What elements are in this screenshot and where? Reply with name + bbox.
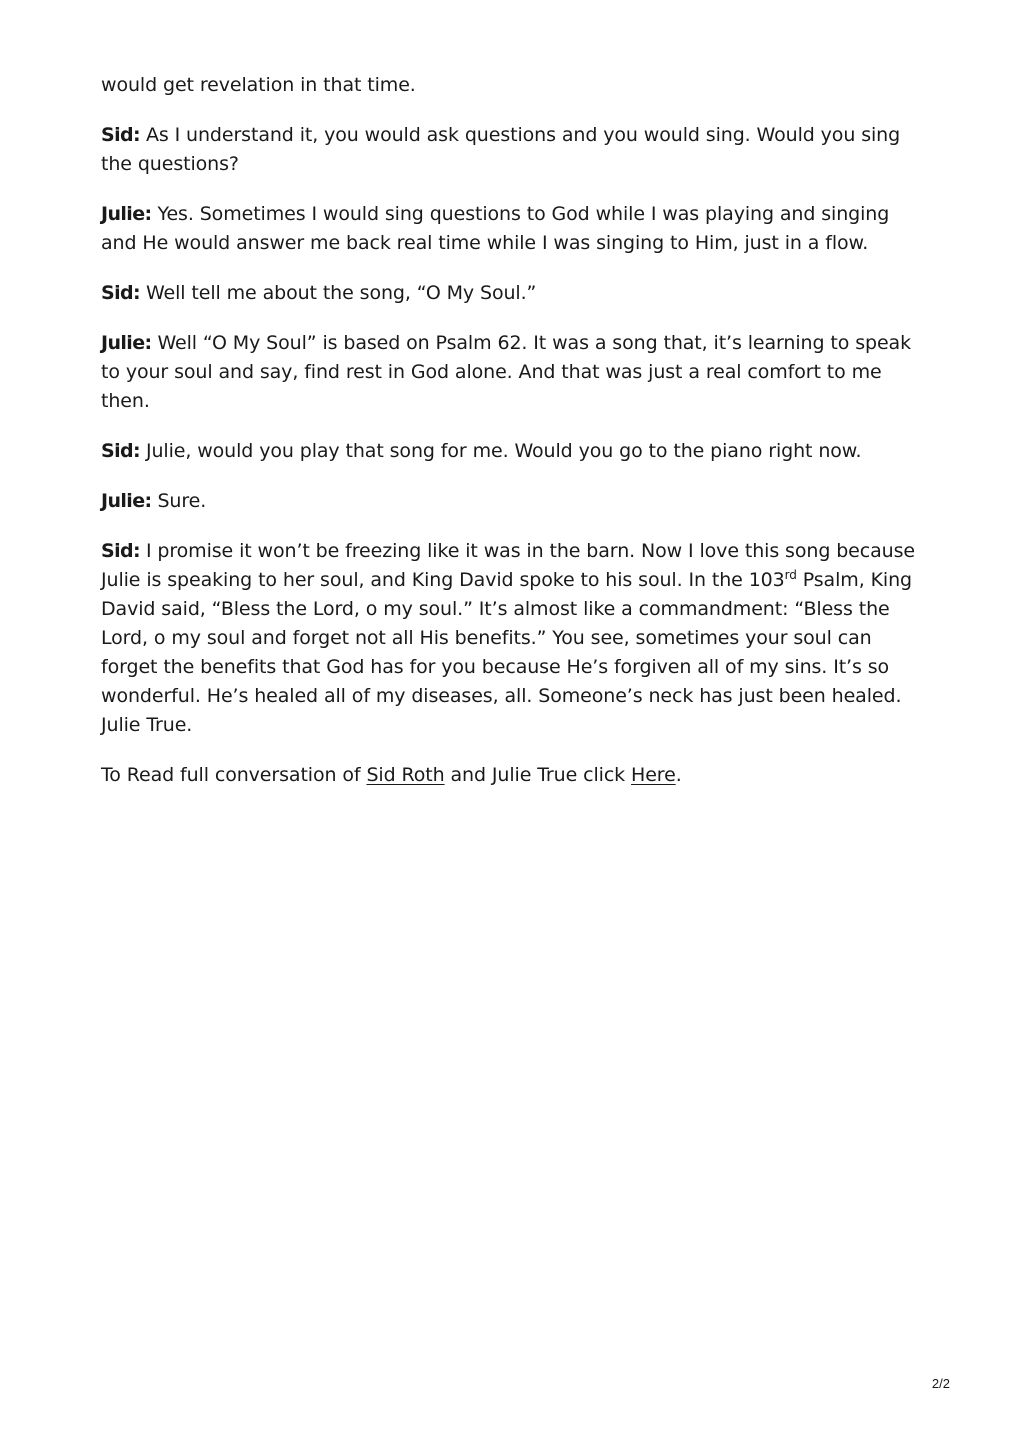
dialogue-paragraph — [101, 200, 923, 258]
read-more-suffix: . — [675, 764, 682, 786]
here-link[interactable]: Here — [631, 764, 676, 786]
dialogue-paragraph — [101, 121, 923, 179]
dialogue-text-before: I promise it won’t be freezing like it was in the barn. Now I love this song because Julie is speaking to her soul, and King David spoke to his soul. In the 103 — [101, 540, 915, 591]
speaker-label: Sid: — [101, 282, 140, 304]
dialogue-text: As I understand it, you would ask questions and you would sing. Would you sing the questions? — [101, 124, 901, 175]
dialogue-paragraph — [101, 279, 923, 308]
dialogue-text: Well “O My Soul” is based on Psalm 62. It was a song that, it’s learning to speak to your soul and say, find rest in God alone. And that was just a real comfort to me then. — [101, 332, 911, 412]
dialogue-paragraph — [101, 487, 923, 516]
speaker-label: Julie: — [101, 203, 152, 225]
speaker-label: Sid: — [101, 440, 140, 462]
read-more-middle: and Julie True click — [444, 764, 632, 786]
read-more-line — [101, 761, 923, 790]
dialogue-paragraph — [101, 437, 923, 466]
dialogue-paragraph — [101, 329, 923, 416]
speaker-label: Sid: — [101, 540, 140, 562]
dialogue-text: Well tell me about the song, “O My Soul.” — [140, 282, 537, 304]
dialogue-text: Julie, would you play that song for me. Would you go to the piano right now. — [140, 440, 862, 462]
speaker-label: Sid: — [101, 124, 140, 146]
dialogue-text: Sure. — [151, 490, 207, 512]
speaker-label: Julie: — [101, 332, 152, 354]
document-body — [101, 71, 923, 811]
page-number: 2/2 — [931, 1376, 950, 1391]
dialogue-text: Yes. Sometimes I would sing questions to God while I was playing and singing and He would answer me back real time while I was singing to Him, just in a flow. — [101, 203, 890, 254]
continuation-text: would get revelation in that time. — [101, 74, 416, 96]
read-more-prefix: To Read full conversation of — [101, 764, 367, 786]
sid-roth-link[interactable]: Sid Roth — [366, 764, 445, 786]
dialogue-text-after: Psalm, King David said, “Bless the Lord, o my soul.” It’s almost like a commandment: “Bless the Lord, o my soul and forget not all His benefits.” You see, sometimes your soul can forget the benefits that God has for you because He’s forgiven all of my sins. It’s so wonderful. He’s healed all of my diseases, all. Someone’s neck has just been healed. Julie True. — [101, 569, 913, 736]
speaker-label: Julie: — [101, 490, 152, 512]
dialogue-paragraph-last — [101, 537, 923, 740]
ordinal-superscript: rd — [784, 568, 797, 582]
